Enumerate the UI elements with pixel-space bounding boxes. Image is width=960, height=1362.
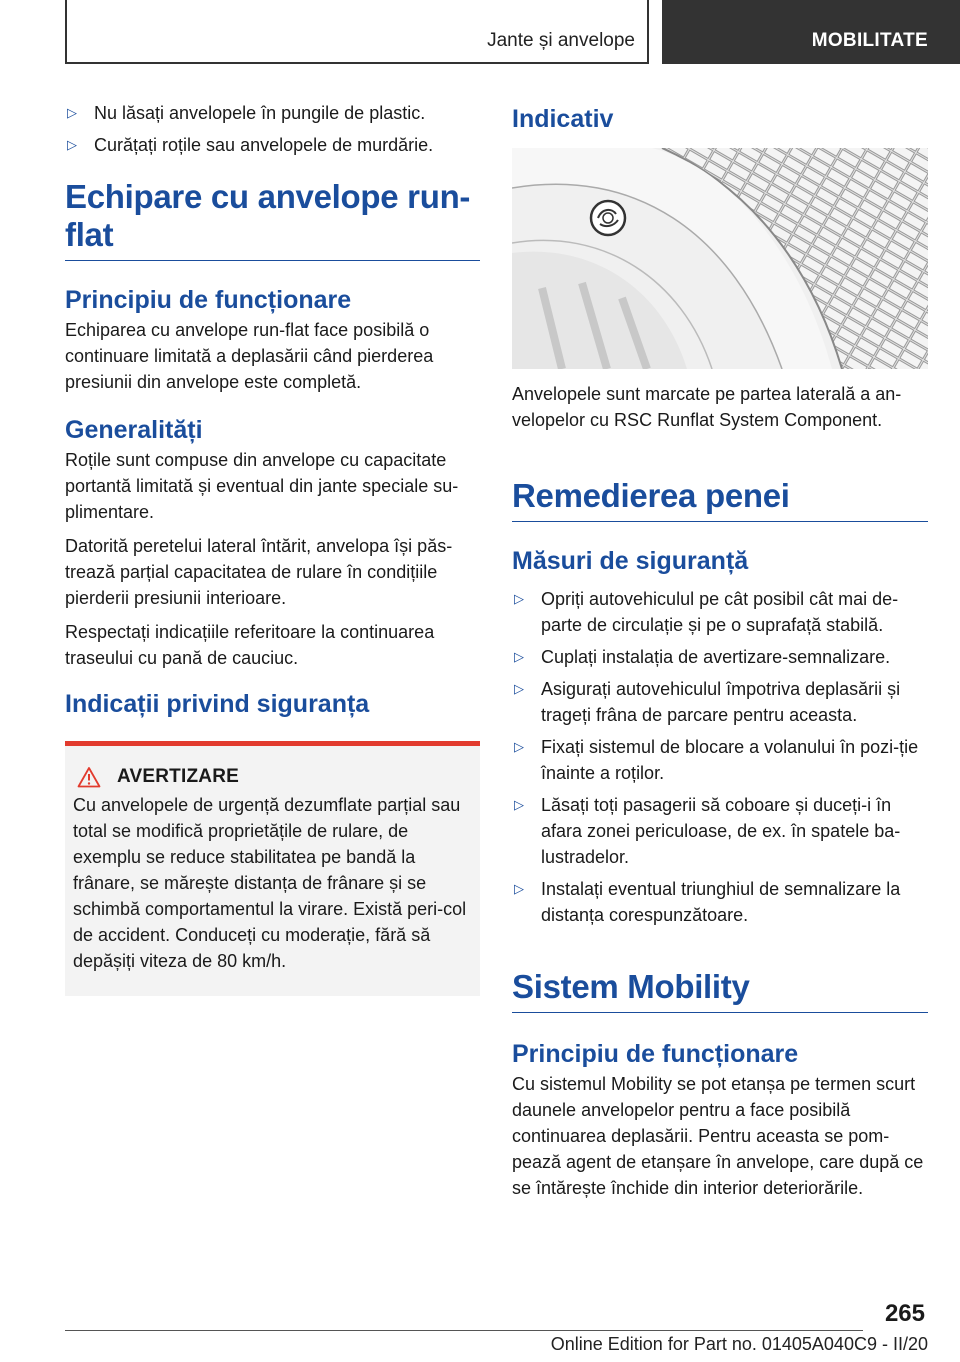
section-tag: MOBILITATE (662, 0, 960, 64)
paragraph-indicativ: Anvelopele sunt marcate pe partea laterală a an-velopelor cu RSC Runflat System Component. (512, 384, 902, 430)
triangle-right-icon: ▷ (514, 739, 524, 754)
tire-sidewall-image (512, 148, 928, 369)
list-item: ▷ Fixați sistemul de blocare a volanului în pozi-ție înainte a roților. (512, 734, 928, 786)
paragraph-principiu: Echiparea cu anvelope run-flat face posibilă o continuare limitată a deplasării când pierderea presiunii din anvelope este completă. (65, 320, 434, 392)
list-item: ▷ Opriți autovehiculul pe cât posibil cât mai de-parte de circulație și pe o suprafață stabilă. (512, 586, 928, 638)
paragraph-generalitati-3: Respectați indicațiile referitoare la continuarea traseului cu pană de cauciuc. (65, 622, 435, 668)
list-item: ▷ Curățați roțile sau anvelopele de murdărie. (65, 132, 480, 158)
warning-text: Cu anvelopele de urgență dezumflate parțial sau total se modifică proprietățile de rulare, de exemplu se reduce stabilitatea pe bandă la frânare, se mărește distanța de frânare și se schimbă comportamentul la virare. Există peri-col de accident. Conduceți cu moderație, fără să depășiți viteza de 80 km/h. (73, 795, 467, 971)
page-number: 265 (884, 1300, 925, 1327)
edition-note: Online Edition for Part no. 01405A040C9 - II/20 (550, 1334, 928, 1354)
list-item: ▷ Instalați eventual triunghiul de semnalizare la distanța corespunzătoare. (512, 876, 928, 928)
heading-masuri: Măsuri de siguranță (512, 547, 749, 575)
heading-remedierea: Remedierea penei (512, 477, 928, 522)
page-header (0, 0, 960, 66)
paragraph-generalitati-1: Roțile sunt compuse din anvelope cu capacitate portantă limitată și eventual din jante speciale su-plimentare. (65, 450, 459, 522)
care-bullets (65, 100, 480, 158)
heading-indicatii: Indicații privind siguranța (65, 690, 370, 718)
triangle-right-icon: ▷ (514, 881, 524, 896)
warning-header (73, 766, 472, 788)
list-item: ▷ Nu lăsați anvelopele în pungile de plastic. (65, 100, 480, 126)
heading-principiu: Principiu de funcționare (65, 286, 352, 314)
list-item: ▷ Lăsați toți pasagerii să coboare și duceți-i în afara zonei periculoase, de ex. în spatele ba-lustradelor. (512, 792, 928, 870)
right-column (512, 100, 928, 1209)
warning-box (65, 741, 480, 996)
warning-triangle-icon (77, 766, 101, 788)
breadcrumb: Jante și anvelope (487, 30, 635, 51)
heading-indicativ: Indicativ (512, 105, 614, 133)
list-item: ▷ Cuplați instalația de avertizare-semnalizare. (512, 644, 928, 670)
triangle-right-icon: ▷ (67, 137, 77, 152)
heading-runflat: Echipare cu anvelope run-flat (65, 178, 480, 261)
left-column (65, 100, 480, 996)
heading-generalitati: Generalități (65, 416, 203, 444)
safety-bullets (512, 586, 928, 928)
triangle-right-icon: ▷ (514, 591, 524, 606)
paragraph-mobility: Cu sistemul Mobility se pot etanșa pe termen scurt daunele anvelopelor pentru a face posibilă continuarea deplasării. Pentru aceasta se pom-pează agent de etanșare în anvelope, care după ce se întărește închide din interior deteriorările. (512, 1074, 924, 1198)
triangle-right-icon: ▷ (514, 797, 524, 812)
paragraph-generalitati-2: Datorită peretelui lateral întărit, anvelopa își păs-trează parțial capacitatea de rulare în condițiile pierderii presiunii interioare. (65, 536, 453, 608)
footer-divider (65, 1330, 863, 1331)
triangle-right-icon: ▷ (67, 105, 77, 120)
triangle-right-icon: ▷ (514, 649, 524, 664)
tire-illustration (512, 148, 928, 369)
list-item: ▷ Asigurați autovehiculul împotriva deplasării și trageți frâna de parcare pentru aceasta. (512, 676, 928, 728)
heading-mobility: Sistem Mobility (512, 968, 928, 1013)
breadcrumb-box (65, 0, 649, 64)
heading-principiu-mobility: Principiu de funcționare (512, 1040, 799, 1068)
triangle-right-icon: ▷ (514, 681, 524, 696)
warning-title: AVERTIZARE (117, 766, 239, 787)
